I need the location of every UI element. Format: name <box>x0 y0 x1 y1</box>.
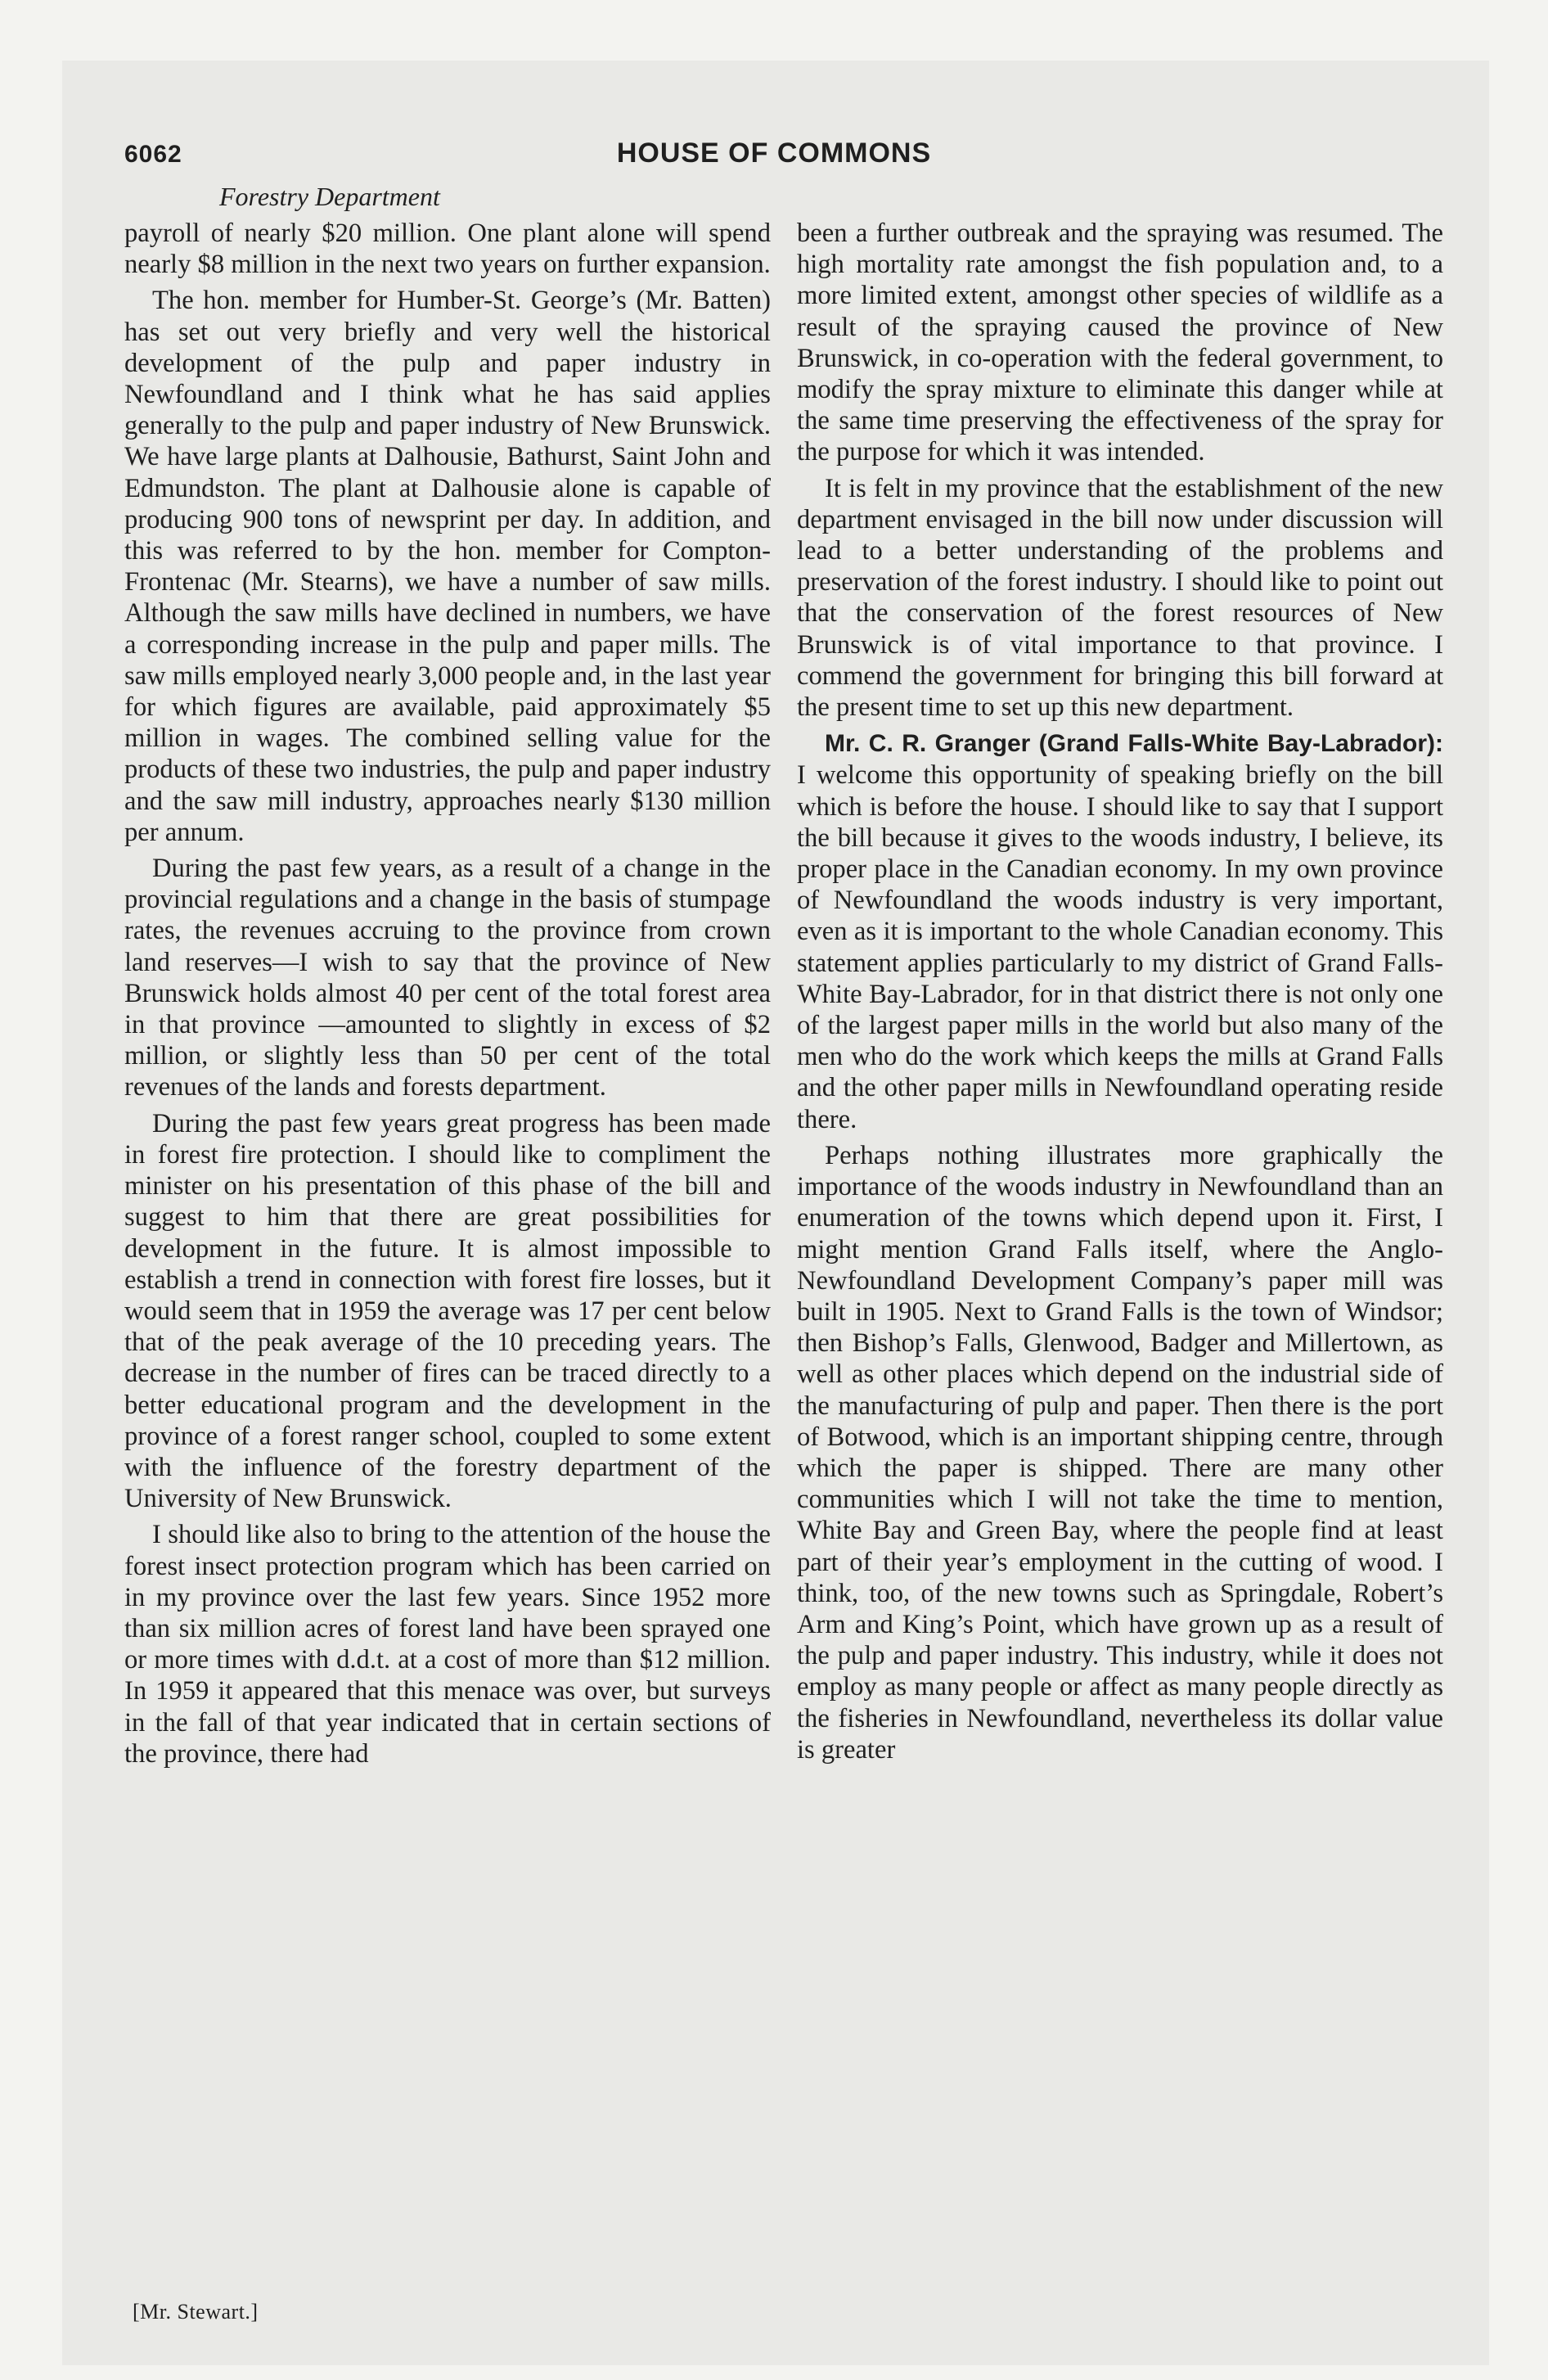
speech-text: I welcome this opportunity of speaking briefly on the bill which is before the house. I should like to say that I support the bill because it gives to the woods industry, I believe, its proper place in the Canadian economy. In my own province of Newfoundland the woods industry is very important, even as it is important to the whole Canadian economy. This statement applies particularly to my district of Grand Falls-White Bay-Labrador, for in that district there is not only one of the largest paper mills in the world but also many of the men who do the work which keeps the mills at Grand Falls and the other paper mills in Newfoundland operating reside there. <box>797 760 1443 1134</box>
right-paragraph-3 <box>797 728 1443 1135</box>
right-paragraph-4: Perhaps nothing illustrates more graphically the importance of the woods industry in Newfoundland than an enumeration of the towns which depend upon it. First, I might mention Grand Falls itself, where the Anglo-Newfoundland Development Company’s paper mill was built in 1905. Next to Grand Falls is the town of Windsor; then Bishop’s Falls, Glenwood, Badger and Millertown, as well as other places which depend on the industrial side of the manufacturing of pulp and paper. Then there is the port of Botwood, which is an important shipping centre, through which the paper is shipped. There are many other communities which I will not take the time to mention, White Bay and Green Bay, where the people find at least part of their year’s employment in the cutting of wood. I think, too, of the new towns such as Springdale, Robert’s Arm and King’s Point, which have grown up as a result of the pulp and paper industry. This industry, while it does not employ as many people or affect as many people directly as the fisheries in Newfoundland, nevertheless its dollar value is greater <box>797 1140 1443 1765</box>
left-paragraph-2: The hon. member for Humber-St. George’s (Mr. Batten) has set out very briefly and very well the historical development of the pulp and paper industry in Newfoundland and I think what he has said applies generally to the pulp and paper industry of New Brunswick. We have large plants at Dalhousie, Bathurst, Saint John and Edmundston. The plant at Dalhousie alone is capable of producing 900 tons of newsprint per day. In addition, and this was referred to by the hon. member for Compton-Frontenac (Mr. Stearns), we have a number of saw mills. Although the saw mills have declined in numbers, we have a corresponding increase in the pulp and paper mills. The saw mills employed nearly 3,000 people and, in the last year for which figures are available, paid approximately $5 million in wages. The combined selling value for the products of these two industries, the pulp and paper industry and the saw mill industry, approaches nearly $130 million per annum. <box>124 286 771 847</box>
left-paragraph-1: payroll of nearly $20 million. One plant alone will spend nearly $8 million in the next two years on further expansion. <box>124 219 771 280</box>
right-column <box>797 218 1443 1770</box>
page-number: 6062 <box>124 141 182 168</box>
speaker-attribution: [Mr. Stewart.] <box>133 2300 259 2324</box>
right-paragraph-2: It is felt in my province that the establishment of the new department envisaged in the bill now under discussion will lead to a better understanding of the problems and preservation of the forest industry. I should like to point out that the conservation of the forest resources of New Brunswick is of vital importance to that province. I commend the government for bringing this bill forward at the present time to set up this new department. <box>797 473 1443 723</box>
right-paragraph-1: been a further outbreak and the spraying was resumed. The high mortality rate amongst the fish population and, to a more limited extent, amongst other species of wildlife as a result of the spraying caused the province of New Brunswick, in co-operation with the federal government, to modify the spray mixture to eliminate this danger while at the same time preserving the effectiveness of the spray for the purpose for which it was intended. <box>797 219 1443 467</box>
speaker-name: Mr. C. R. Granger (Grand Falls-White Bay-Labrador): <box>825 730 1443 758</box>
left-paragraph-5: I should like also to bring to the attention of the house the forest insect protection program which has been carried on in my province over the last few years. Since 1952 more than six million acres of forest land have been sprayed one or more times with d.d.t. at a cost of more than $12 million. In 1959 it appeared that this menace was over, but surveys in the fall of that year indicated that in certain sections of the province, there had <box>124 1520 771 1769</box>
left-column <box>124 218 771 1774</box>
running-title: HOUSE OF COMMONS <box>616 137 932 169</box>
left-paragraph-3: During the past few years, as a result of a change in the provincial regulations and a change in the basis of stumpage rates, the revenues accruing to the province from crown land reserves—I wish to say that the province of New Brunswick holds almost 40 per cent of the total forest area in that province —amounted to slightly in excess of $2 million, or slightly less than 50 per cent of the total revenues of the lands and forests department. <box>124 854 771 1102</box>
left-paragraph-4: During the past few years great progress has been made in forest fire protection. I should like to compliment the minister on his presentation of this phase of the bill and suggest to him that there are great possibilities for development in the future. It is almost impossible to establish a trend in connection with forest fire losses, but it would seem that in 1959 the average was 17 per cent below that of the peak average of the 10 preceding years. The decrease in the number of fires can be traced directly to a better educational program and the development in the province of a forest ranger school, coupled to some extent with the influence of the forestry department of the University of New Brunswick. <box>124 1108 771 1514</box>
section-title: Forestry Department <box>219 182 440 211</box>
